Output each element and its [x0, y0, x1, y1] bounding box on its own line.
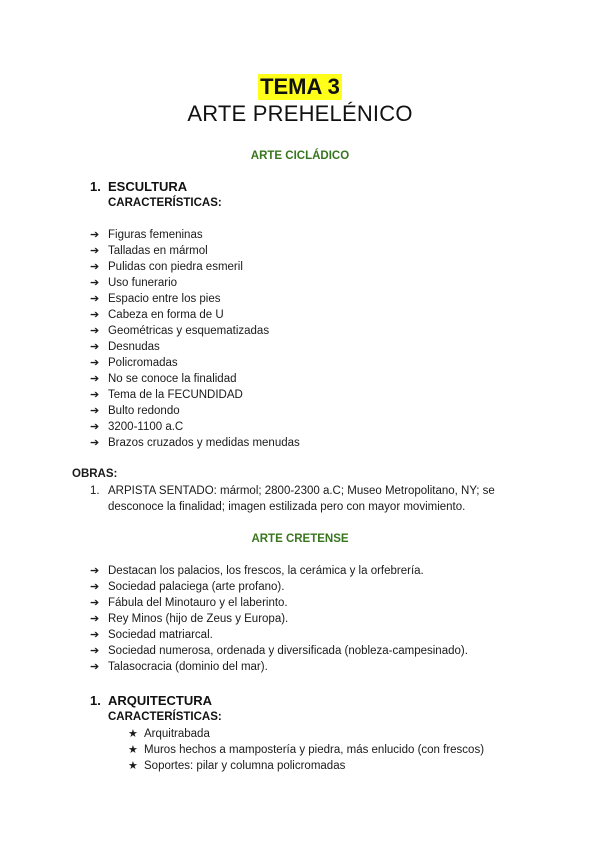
page-subtitle: ARTE PREHELÉNICO	[187, 101, 413, 126]
list-item-text: Desnudas	[108, 341, 160, 353]
list-item	[90, 355, 300, 371]
title-wrap	[0, 74, 600, 100]
list-item-text: Rey Minos (hijo de Zeus y Europa).	[108, 613, 289, 625]
list-item	[90, 307, 300, 323]
escultura-list	[90, 227, 300, 451]
arrow-right-icon: ➔	[90, 645, 100, 657]
arrow-right-icon: ➔	[90, 597, 100, 609]
list-item-text: Sociedad palaciega (arte profano).	[108, 581, 285, 593]
arrow-right-icon: ➔	[90, 389, 100, 401]
list-item-text: No se conoce la finalidad	[108, 373, 237, 385]
star-icon: ★	[128, 744, 138, 756]
arrow-right-icon: ➔	[90, 405, 100, 417]
list-item	[90, 579, 468, 595]
arrow-right-icon: ➔	[90, 341, 100, 353]
arquitectura-caracteristicas-label: CARACTERÍSTICAS:	[108, 711, 222, 723]
list-item	[90, 643, 468, 659]
list-item	[90, 243, 300, 259]
section-heading-cretense: ARTE CRETENSE	[251, 533, 349, 545]
arquitectura-title: ARQUITECTURA	[108, 693, 212, 708]
obras-label: OBRAS:	[72, 468, 118, 480]
list-item	[90, 259, 300, 275]
list-item-text: Destacan los palacios, los frescos, la cerámica y la orfebrería.	[108, 565, 424, 577]
arrow-right-icon: ➔	[90, 613, 100, 625]
arrow-right-icon: ➔	[90, 629, 100, 641]
list-item	[90, 371, 300, 387]
arrow-right-icon: ➔	[90, 661, 100, 673]
list-item	[90, 403, 300, 419]
arrow-right-icon: ➔	[90, 581, 100, 593]
list-item-text: Brazos cruzados y medidas menudas	[108, 437, 300, 449]
list-item	[90, 227, 300, 243]
arrow-right-icon: ➔	[90, 357, 100, 369]
list-item	[90, 291, 300, 307]
list-item-text: Tema de la FECUNDIDAD	[108, 389, 243, 401]
list-item-text: Sociedad numerosa, ordenada y diversificada (nobleza-campesinado).	[108, 645, 468, 657]
list-item-text: Arquitrabada	[144, 728, 210, 740]
list-item-text: Pulidas con piedra esmeril	[108, 261, 243, 273]
list-item-text: Soportes: pilar y columna policromadas	[144, 760, 346, 772]
list-item-text: Cabeza en forma de U	[108, 309, 224, 321]
star-icon: ★	[128, 760, 138, 772]
arrow-right-icon: ➔	[90, 421, 100, 433]
list-item	[90, 435, 300, 451]
list-item	[90, 627, 468, 643]
escultura-caracteristicas-label: CARACTERÍSTICAS:	[108, 197, 222, 209]
cretense-list	[90, 563, 468, 675]
list-item-text: Talladas en mármol	[108, 245, 208, 257]
list-item	[128, 758, 484, 774]
arquitectura-list	[128, 726, 484, 774]
list-item-text: Geométricas y esquematizadas	[108, 325, 270, 337]
star-icon: ★	[128, 728, 138, 740]
list-item	[128, 742, 484, 758]
escultura-title: ESCULTURA	[108, 179, 188, 194]
list-item	[90, 595, 468, 611]
arrow-right-icon: ➔	[90, 277, 100, 289]
arrow-right-icon: ➔	[90, 245, 100, 257]
list-item-text: Fábula del Minotauro y el laberinto.	[108, 597, 288, 609]
list-item-text: Sociedad matriarcal.	[108, 629, 213, 641]
obras-item-number: 1.	[90, 485, 100, 497]
obras-item-text: ARPISTA SENTADO: mármol; 2800-2300 a.C; Museo Metropolitano, NY; se desconoce la finalidad; imagen estilizada pero con mayor movimiento.	[108, 485, 495, 513]
list-item-text: Uso funerario	[108, 277, 178, 289]
list-item-text: Policromadas	[108, 357, 178, 369]
list-item	[128, 726, 484, 742]
arrow-right-icon: ➔	[90, 293, 100, 305]
list-item	[90, 659, 468, 675]
list-item-text: Muros hechos a mampostería y piedra, más enlucido (con frescos)	[144, 744, 485, 756]
escultura-number: 1.	[90, 179, 101, 194]
list-item	[90, 419, 300, 435]
arrow-right-icon: ➔	[90, 373, 100, 385]
list-item-text: Espacio entre los pies	[108, 293, 221, 305]
obras-item	[90, 483, 530, 515]
arrow-right-icon: ➔	[90, 309, 100, 321]
page-title: TEMA 3	[260, 74, 340, 99]
list-item	[90, 563, 468, 579]
list-item-text: Bulto redondo	[108, 405, 180, 417]
arquitectura-number: 1.	[90, 693, 101, 708]
arrow-right-icon: ➔	[90, 437, 100, 449]
arrow-right-icon: ➔	[90, 261, 100, 273]
arrow-right-icon: ➔	[90, 565, 100, 577]
list-item	[90, 339, 300, 355]
escultura-heading	[90, 179, 187, 194]
list-item-text: Talasocracia (dominio del mar).	[108, 661, 268, 673]
arrow-right-icon: ➔	[90, 229, 100, 241]
list-item-text: 3200-1100 a.C	[108, 421, 184, 433]
list-item	[90, 323, 300, 339]
list-item	[90, 387, 300, 403]
list-item	[90, 275, 300, 291]
arrow-right-icon: ➔	[90, 325, 100, 337]
list-item-text: Figuras femeninas	[108, 229, 203, 241]
list-item	[90, 611, 468, 627]
arquitectura-heading	[90, 693, 212, 708]
section-heading-cicladico: ARTE CICLÁDICO	[250, 150, 350, 162]
